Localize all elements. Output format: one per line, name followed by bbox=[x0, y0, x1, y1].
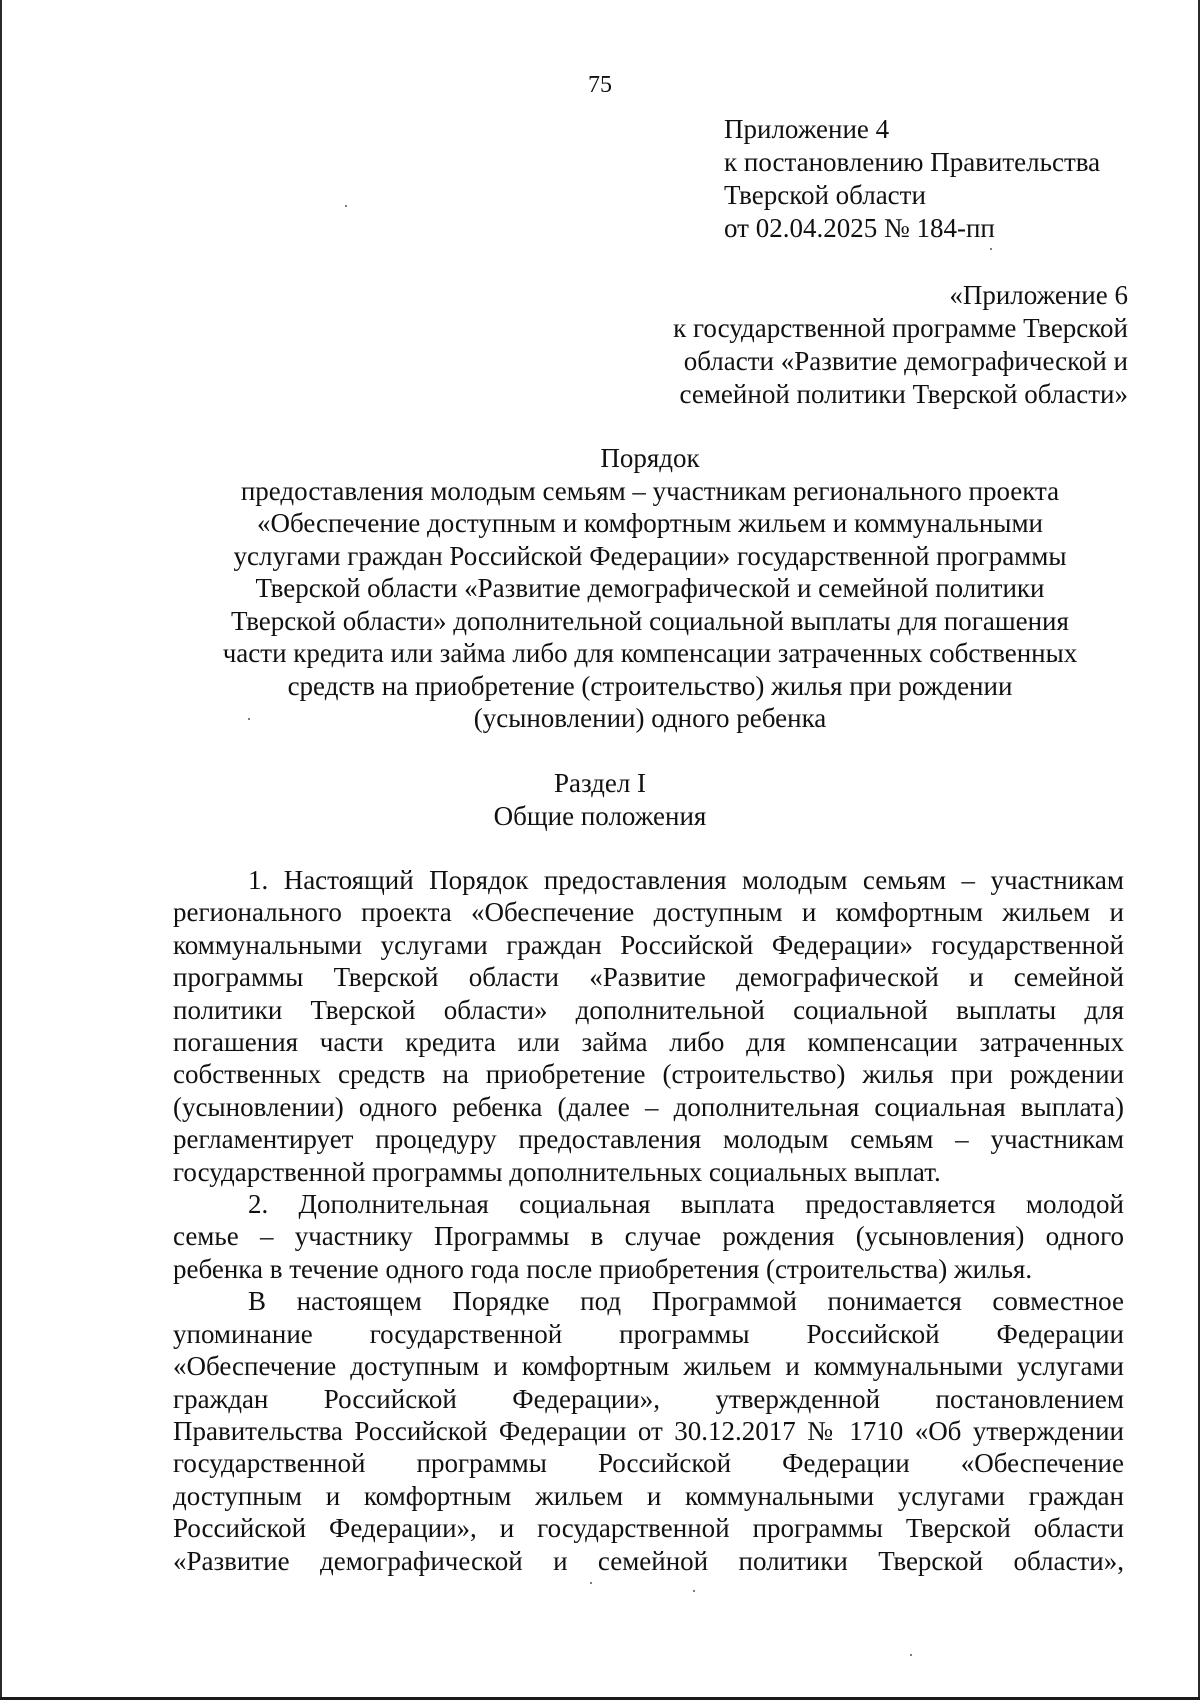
title-line: предоставления молодым семьям – участникам регионального проекта bbox=[240, 475, 1060, 506]
program-appendix-line: к государственной программе Тверской bbox=[673, 313, 1128, 343]
body-line: собственных средств на приобретение (строительство) жилья при рождении bbox=[173, 1059, 1124, 1090]
body-line: погашения части кредита или займа либо для компенсации затраченных bbox=[173, 1027, 1124, 1058]
body-line: программы Тверской области «Развитие демографической и семейной bbox=[173, 962, 1124, 993]
title-line: средств на приобретение (строительство) жилья при рождении bbox=[287, 670, 1013, 701]
appendix-reference bbox=[724, 113, 1144, 245]
body-line: Правительства Российской Федерации от 30.12.2017 № 1710 «Об утверждении bbox=[173, 1415, 1124, 1446]
body-line: регламентирует процедуру предоставления молодым семьям – участникам bbox=[173, 1124, 1124, 1155]
scan-speck bbox=[910, 1654, 912, 1656]
appendix-line: от 02.04.2025 № 184-пп bbox=[724, 213, 995, 243]
body-line: «Обеспечение доступным и комфортным жильем и коммунальными услугами bbox=[173, 1351, 1124, 1382]
body-line: граждан Российской Федерации», утвержденной постановлением bbox=[173, 1383, 1124, 1414]
body-line: государственной программы Российской Федерации «Обеспечение bbox=[173, 1448, 1124, 1479]
body-text bbox=[173, 864, 1124, 1577]
appendix-line: к постановлению Правительства bbox=[724, 147, 1101, 177]
title-line: Тверской области» дополнительной социальной выплаты для погашения bbox=[231, 605, 1069, 636]
body-line: упоминание государственной программы Российской Федерации bbox=[173, 1318, 1124, 1349]
appendix-line: Приложение 4 bbox=[724, 114, 890, 144]
title-heading: Порядок bbox=[600, 443, 700, 473]
body-line: политики Тверской области» дополнительной социальной выплаты для bbox=[173, 994, 1124, 1025]
body-line: 2. Дополнительная социальная выплата предоставляется молодой bbox=[248, 1189, 1124, 1220]
scan-speck bbox=[345, 205, 347, 207]
section-number: Раздел I bbox=[553, 768, 647, 798]
body-line: доступным и комфортным жильем и коммунальными услугами граждан bbox=[173, 1480, 1124, 1511]
body-line: регионального проекта «Обеспечение доступным и комфортным жильем и bbox=[173, 897, 1124, 928]
title-line: части кредита или займа либо для компенсации затраченных собственных bbox=[222, 638, 1078, 668]
body-line: «Развитие демографической и семейной политики Тверской области», bbox=[173, 1545, 1124, 1576]
document-title bbox=[110, 442, 1190, 735]
appendix-line: Тверской области bbox=[724, 180, 926, 210]
program-appendix-line: «Приложение 6 bbox=[949, 280, 1128, 310]
scan-speck bbox=[990, 248, 992, 250]
title-line: услугами граждан Российской Федерации» государственной программы bbox=[233, 540, 1067, 571]
title-line: (усыновлении) одного ребенка bbox=[473, 703, 827, 733]
scan-speck bbox=[590, 1582, 592, 1584]
title-line: Тверской области «Развитие демографической и семейной политики bbox=[255, 573, 1045, 603]
program-appendix-line: области «Развитие демографической и bbox=[683, 346, 1128, 376]
program-appendix-reference bbox=[568, 279, 1128, 411]
body-line: 1. Настоящий Порядок предоставления молодым семьям – участникам bbox=[248, 865, 1124, 895]
section-name: Общие положения bbox=[493, 801, 707, 831]
scan-speck bbox=[693, 1590, 695, 1592]
body-line: семье – участнику Программы в случае рождения (усыновления) одного bbox=[173, 1221, 1124, 1252]
body-line: ребенка в течение одного года после приобретения (строительства) жилья. bbox=[173, 1253, 1033, 1284]
body-line: В настоящем Порядке под Программой понимается совместное bbox=[248, 1286, 1124, 1317]
body-line: государственной программы дополнительных социальных выплат. bbox=[173, 1156, 941, 1187]
program-appendix-line: семейной политики Тверской области» bbox=[679, 379, 1128, 409]
body-line: Российской Федерации», и государственной программы Тверской области bbox=[173, 1513, 1124, 1544]
scan-edge-left bbox=[0, 0, 2, 1700]
body-line: (усыновлении) одного ребенка (далее – дополнительная социальная выплата) bbox=[173, 1091, 1124, 1122]
title-line: «Обеспечение доступным и комфортным жильем и коммунальными bbox=[257, 508, 1043, 538]
page-number: 75 bbox=[588, 72, 612, 98]
body-line: коммунальными услугами граждан Российской Федерации» государственной bbox=[173, 929, 1124, 960]
section-heading bbox=[0, 767, 1200, 833]
